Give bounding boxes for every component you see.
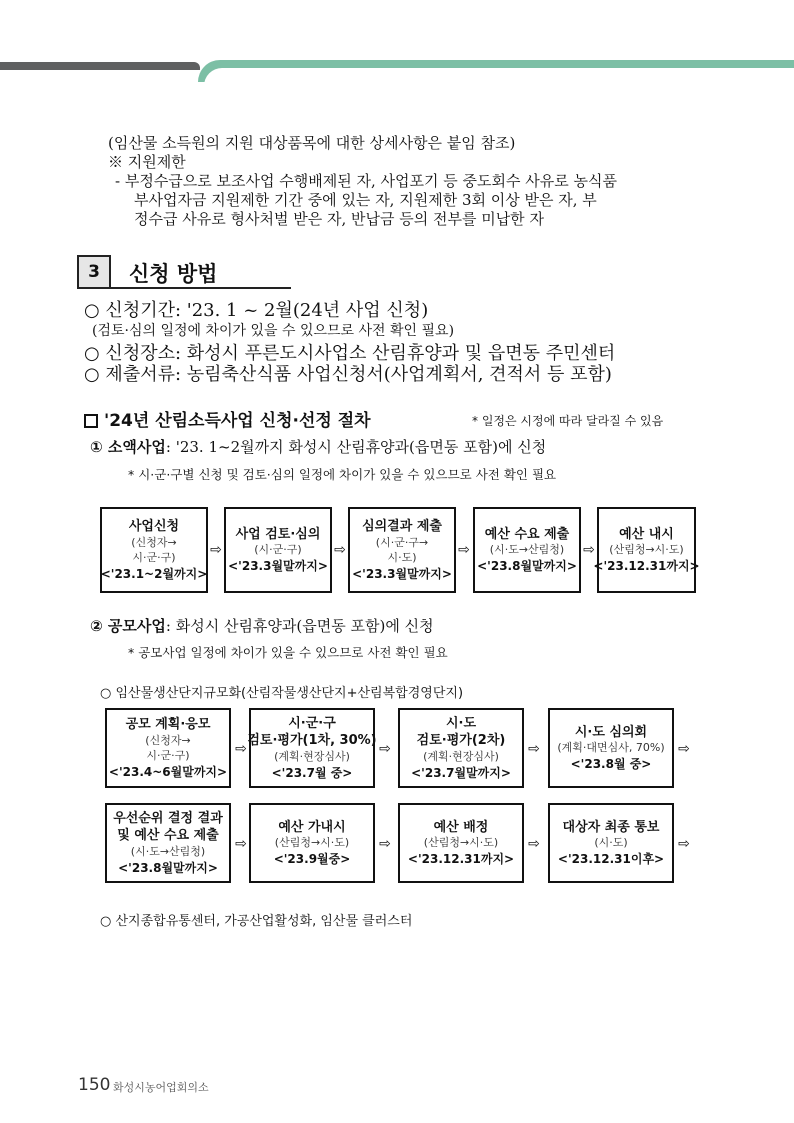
small-step-box bbox=[593, 507, 700, 593]
small-step-sub1: (산림청→시·도) bbox=[609, 543, 684, 557]
footer-org: 화성시농어업회의소 bbox=[113, 1081, 209, 1094]
small-business-note: * 시·군·구별 신청 및 검토·심의 일정에 차이가 있을 수 있으므로 사전 확인 필요 bbox=[128, 467, 557, 482]
small-step-title: 심의결과 제출 bbox=[362, 519, 442, 535]
small-step-date: <'23.3월말까지> bbox=[352, 566, 452, 581]
public-step-sub1: (시·도→산림청) bbox=[130, 845, 206, 859]
public-arrow-icon: ⇨ bbox=[235, 741, 247, 757]
public-step-title: 시·군·구 bbox=[288, 715, 336, 731]
small-step-box bbox=[224, 507, 332, 593]
apply-period-note: (검토·심의 일정에 차이가 있을 수 있으므로 사전 확인 필요) bbox=[92, 323, 455, 339]
section-title: 신청 방법 bbox=[129, 262, 218, 286]
procedure-title-row bbox=[84, 406, 371, 431]
intro-line-2: ※ 지원제한 bbox=[108, 153, 186, 171]
public-step-title: 우선순위 결정 결과 bbox=[113, 810, 223, 826]
public-arrow-icon: ⇨ bbox=[379, 741, 391, 757]
public-step-sub1: (계획·현장심사) bbox=[423, 750, 499, 764]
small-step-sub2: 시·군·구) bbox=[132, 550, 176, 564]
public-step-date: <'23.7월 중> bbox=[271, 765, 353, 780]
small-step-date: <'23.8월말까지> bbox=[477, 559, 577, 574]
public-step-box bbox=[398, 708, 524, 788]
apply-place: ○ 신청장소: 화성시 푸른도시사업소 산림휴양과 및 읍면동 주민센터 bbox=[84, 343, 616, 364]
public-step-box bbox=[105, 708, 231, 788]
intro-line-3: - 부정수급으로 보조사업 수행배제된 자, 사업포기 등 중도회수 사유로 농식품 bbox=[115, 172, 617, 190]
public-step-date: <'23.12.31이후> bbox=[557, 852, 665, 867]
public-business-text: : 화성시 산림휴양과(읍면동 포함)에 신청 bbox=[165, 617, 434, 635]
public-step-sub1: (계획·대면심사, 70%) bbox=[557, 741, 665, 755]
procedure-note: * 일정은 시정에 따라 달라질 수 있음 bbox=[472, 414, 664, 428]
header-bar-mask bbox=[204, 68, 794, 88]
public-arrow-icon: ⇨ bbox=[235, 836, 247, 852]
procedure-title: '24년 산림소득사업 신청·선정 절차 bbox=[104, 411, 371, 431]
public-step-sub1: (시·도) bbox=[594, 836, 628, 850]
public-other: ○ 산지종합유통센터, 가공산업활성화, 임산물 클러스터 bbox=[100, 914, 413, 929]
public-step-title2: 검토·평가(2차) bbox=[416, 733, 506, 749]
public-step-box bbox=[398, 803, 524, 883]
public-step-date: <'23.8월말까지> bbox=[118, 860, 218, 875]
small-step-date: <'23.3월말까지> bbox=[228, 559, 328, 574]
small-business-row bbox=[90, 436, 546, 457]
page-number: 150 bbox=[78, 1075, 111, 1095]
intro-line-1: (임산물 소득원의 지원 대상품목에 대한 상세사항은 붙임 참조) bbox=[108, 134, 516, 152]
public-step-sub2: 시·군·구) bbox=[146, 748, 190, 762]
public-step-box bbox=[548, 708, 674, 788]
small-arrow-icon: ⇨ bbox=[583, 542, 595, 558]
public-step-sub1: (신청자→ bbox=[145, 733, 191, 747]
public-step-title2: 검토·평가(1차, 30%) bbox=[247, 733, 377, 749]
small-step-date: <'23.12.31까지> bbox=[593, 559, 700, 574]
public-business-note: * 공모사업 일정에 차이가 있을 수 있으므로 사전 확인 필요 bbox=[128, 645, 448, 660]
public-step-sub1: (산림청→시·도) bbox=[423, 836, 499, 850]
public-business-row bbox=[90, 615, 434, 636]
small-step-box bbox=[348, 507, 456, 593]
public-arrow-icon: ⇨ bbox=[528, 741, 540, 757]
public-step-date: <'23.7월말까지> bbox=[411, 765, 511, 780]
public-step-title: 예산 배정 bbox=[433, 819, 489, 835]
small-step-box bbox=[473, 507, 581, 593]
public-step-date: <'23.8월 중> bbox=[570, 757, 652, 772]
public-arrow-icon: ⇨ bbox=[678, 836, 690, 852]
checkbox-icon bbox=[84, 414, 98, 428]
apply-docs: ○ 제출서류: 농림축산식품 사업신청서(사업계획서, 견적서 등 포함) bbox=[84, 364, 612, 385]
public-step-title: 시·도 bbox=[445, 715, 477, 731]
small-step-sub1: (시·도→산림청) bbox=[489, 543, 565, 557]
public-step-date: <'23.12.31까지> bbox=[407, 852, 515, 867]
small-step-sub2: 시·도) bbox=[387, 550, 417, 564]
small-business-text: : '23. 1~2월까지 화성시 산림휴양과(읍면동 포함)에 신청 bbox=[165, 438, 547, 456]
public-step-title: 대상자 최종 통보 bbox=[562, 819, 660, 835]
public-business-heading: ② 공모사업 bbox=[90, 617, 166, 635]
public-step-box bbox=[548, 803, 674, 883]
header-bar-gray bbox=[0, 62, 200, 70]
apply-period: ○ 신청기간: '23. 1 ~ 2월(24년 사업 신청) bbox=[84, 300, 429, 321]
small-arrow-icon: ⇨ bbox=[458, 542, 470, 558]
small-step-sub1: (시·군·구) bbox=[254, 543, 302, 557]
public-arrow-icon: ⇨ bbox=[528, 836, 540, 852]
public-step-sub1: (계획·현장심사) bbox=[274, 750, 350, 764]
small-arrow-icon: ⇨ bbox=[334, 542, 346, 558]
public-arrow-icon: ⇨ bbox=[379, 836, 391, 852]
public-arrow-icon: ⇨ bbox=[678, 741, 690, 757]
small-business-heading: ① 소액사업 bbox=[90, 438, 166, 456]
section-underline bbox=[111, 287, 291, 289]
public-step-date: <'23.9월중> bbox=[273, 852, 351, 867]
section-number: 3 bbox=[77, 255, 111, 289]
public-step-title: 예산 가내시 bbox=[278, 819, 346, 835]
small-step-title: 예산 수요 제출 bbox=[484, 526, 570, 542]
intro-line-4: 부사업자금 지원제한 기간 중에 있는 자, 지원제한 3회 이상 받은 자, 부 bbox=[134, 191, 597, 209]
public-step-sub1: (산림청→시·도) bbox=[274, 836, 350, 850]
intro-line-5: 정수급 사유로 형사처벌 받은 자, 반납금 등의 전부를 미납한 자 bbox=[134, 210, 544, 228]
small-step-title: 사업 검토·심의 bbox=[235, 526, 321, 542]
public-step-title: 공모 계획·응모 bbox=[125, 717, 211, 733]
small-step-box bbox=[100, 507, 208, 593]
small-step-sub1: (시·군·구→ bbox=[375, 535, 429, 549]
public-step-box bbox=[105, 803, 231, 883]
small-step-sub1: (신청자→ bbox=[131, 535, 177, 549]
public-step-title2: 및 예산 수요 제출 bbox=[117, 828, 219, 844]
public-sub-title: ○ 임산물생산단지규모화(산림작물생산단지+산림복합경영단지) bbox=[100, 686, 464, 701]
public-step-box bbox=[249, 708, 375, 788]
public-step-date: <'23.4~6월말까지> bbox=[108, 764, 228, 779]
small-arrow-icon: ⇨ bbox=[210, 542, 222, 558]
public-step-box bbox=[249, 803, 375, 883]
small-step-title: 사업신청 bbox=[128, 519, 180, 535]
small-step-date: <'23.1~2월까지> bbox=[100, 566, 208, 581]
public-step-title: 시·도 심의회 bbox=[574, 724, 648, 740]
small-step-title: 예산 내시 bbox=[619, 526, 674, 542]
